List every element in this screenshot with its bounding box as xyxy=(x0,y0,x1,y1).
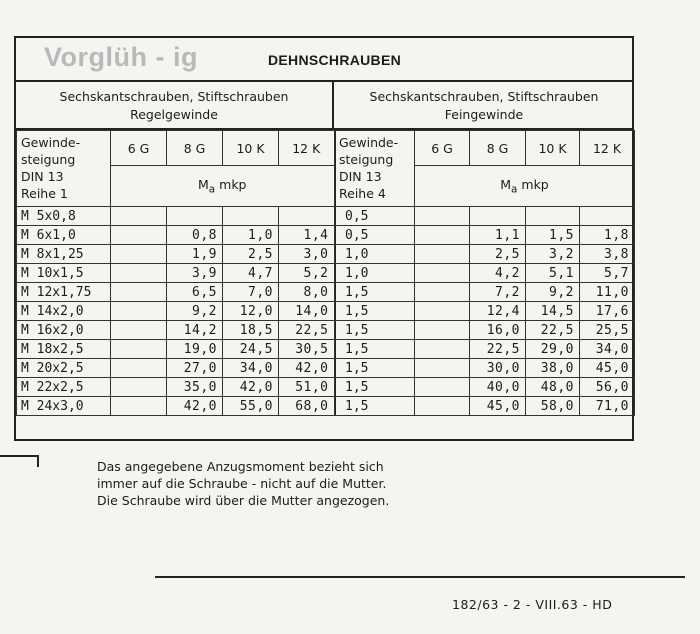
torque-cell xyxy=(415,245,470,264)
section-header-feingewinde xyxy=(334,82,634,130)
table-row xyxy=(335,245,635,264)
torque-cell: 3,8 xyxy=(580,245,635,264)
fine-pitch-cell: 1,5 xyxy=(335,321,415,340)
page-title: DEHNSCHRAUBEN xyxy=(268,52,402,68)
grade-header-12k: 12 K xyxy=(580,131,635,166)
torque-cell: 1,4 xyxy=(279,226,335,245)
torque-cell: 5,2 xyxy=(279,264,335,283)
torque-cell: 1,1 xyxy=(470,226,526,245)
torque-cell: 1,5 xyxy=(526,226,580,245)
table-row xyxy=(335,302,635,321)
table-row xyxy=(335,264,635,283)
grade-header-12k: 12 K xyxy=(279,131,335,166)
watermark-logo: Vorglüh - ig xyxy=(44,42,198,72)
torque-cell xyxy=(580,207,635,226)
thread-size-cell: M 5x0,8 xyxy=(17,207,111,226)
torque-cell: 0,8 xyxy=(167,226,223,245)
header-label: DIN 13 xyxy=(21,169,64,184)
note-line: immer auf die Schraube - nicht auf die Mutter. xyxy=(97,476,387,491)
table-row xyxy=(17,302,335,321)
fine-pitch-cell: 1,0 xyxy=(335,264,415,283)
fine-pitch-cell: 1,5 xyxy=(335,359,415,378)
torque-cell: 3,2 xyxy=(526,245,580,264)
header-label: Gewinde- xyxy=(339,135,399,150)
note-line: Die Schraube wird über die Mutter angezogen. xyxy=(97,493,390,508)
table-row xyxy=(17,283,335,302)
torque-cell xyxy=(415,226,470,245)
torque-cell xyxy=(167,207,223,226)
header-label: Reihe 4 xyxy=(339,186,386,201)
torque-cell xyxy=(415,302,470,321)
torque-cell: 5,7 xyxy=(580,264,635,283)
thread-size-cell: M 16x2,0 xyxy=(17,321,111,340)
table-row xyxy=(335,340,635,359)
table-row xyxy=(17,207,335,226)
gewinde-header xyxy=(335,131,415,207)
torque-cell: 17,6 xyxy=(580,302,635,321)
thread-size-cell: M 22x2,5 xyxy=(17,378,111,397)
torque-cell: 12,4 xyxy=(470,302,526,321)
torque-cell xyxy=(111,340,167,359)
torque-cell xyxy=(223,207,279,226)
torque-cell: 14,0 xyxy=(279,302,335,321)
grade-header-10k: 10 K xyxy=(526,131,580,166)
grade-header-6g: 6 G xyxy=(111,131,167,166)
torque-cell: 71,0 xyxy=(580,397,635,416)
torque-cell: 9,2 xyxy=(526,283,580,302)
note-line: Das angegebene Anzugsmoment bezieht sich xyxy=(97,459,384,474)
torque-cell: 22,5 xyxy=(470,340,526,359)
thread-size-cell: M 12x1,75 xyxy=(17,283,111,302)
torque-cell: 1,9 xyxy=(167,245,223,264)
torque-cell: 45,0 xyxy=(470,397,526,416)
torque-cell xyxy=(415,340,470,359)
torque-cell: 45,0 xyxy=(580,359,635,378)
footer-divider xyxy=(155,576,685,578)
torque-table-frame xyxy=(14,36,634,441)
section-header-subline: Feingewinde xyxy=(444,107,524,122)
torque-cell: 30,0 xyxy=(470,359,526,378)
torque-cell xyxy=(111,397,167,416)
title-banner xyxy=(16,38,632,82)
torque-cell: 8,0 xyxy=(279,283,335,302)
section-header-line: Sechskantschrauben, Stiftschrauben xyxy=(369,89,599,104)
grade-header-8g: 8 G xyxy=(167,131,223,166)
torque-cell xyxy=(415,207,470,226)
torque-cell xyxy=(111,302,167,321)
table-row xyxy=(17,359,335,378)
torque-cell: 4,2 xyxy=(470,264,526,283)
torque-cell: 14,2 xyxy=(167,321,223,340)
torque-cell xyxy=(111,378,167,397)
torque-cell: 2,5 xyxy=(223,245,279,264)
thread-size-cell: M 20x2,5 xyxy=(17,359,111,378)
section-header-line: Sechskantschrauben, Stiftschrauben xyxy=(59,89,289,104)
fine-pitch-cell: 1,5 xyxy=(335,378,415,397)
torque-cell: 3,0 xyxy=(279,245,335,264)
torque-cell: 55,0 xyxy=(223,397,279,416)
torque-cell: 1,8 xyxy=(580,226,635,245)
fine-pitch-cell: 0,5 xyxy=(335,207,415,226)
thread-size-cell: M 18x2,5 xyxy=(17,340,111,359)
torque-cell xyxy=(470,207,526,226)
grade-header-8g: 8 G xyxy=(470,131,526,166)
header-label: steigung xyxy=(339,152,394,167)
fine-pitch-cell: 1,0 xyxy=(335,245,415,264)
torque-cell: 9,2 xyxy=(167,302,223,321)
torque-cell: 7,0 xyxy=(223,283,279,302)
torque-cell: 68,0 xyxy=(279,397,335,416)
torque-cell: 11,0 xyxy=(580,283,635,302)
torque-cell: 24,5 xyxy=(223,340,279,359)
torque-cell xyxy=(111,321,167,340)
torque-cell: 18,5 xyxy=(223,321,279,340)
torque-cell xyxy=(415,359,470,378)
table-row xyxy=(17,245,335,264)
header-row xyxy=(335,131,635,166)
torque-cell: 22,5 xyxy=(526,321,580,340)
torque-cell: 22,5 xyxy=(279,321,335,340)
torque-cell xyxy=(111,264,167,283)
document-reference: 182/63 - 2 - VIII.63 - HD xyxy=(452,597,613,612)
torque-cell: 56,0 xyxy=(580,378,635,397)
torque-cell: 48,0 xyxy=(526,378,580,397)
torque-cell xyxy=(415,397,470,416)
header-label: Reihe 1 xyxy=(21,186,68,201)
torque-cell: 27,0 xyxy=(167,359,223,378)
table-regelgewinde xyxy=(16,130,336,416)
torque-cell xyxy=(111,207,167,226)
header-label: Gewinde- xyxy=(21,135,81,150)
torque-cell: 7,2 xyxy=(470,283,526,302)
torque-cell: 29,0 xyxy=(526,340,580,359)
torque-cell: 12,0 xyxy=(223,302,279,321)
thread-size-cell: M 24x3,0 xyxy=(17,397,111,416)
torque-cell: 34,0 xyxy=(580,340,635,359)
header-label: steigung xyxy=(21,152,76,167)
fine-pitch-cell: 1,5 xyxy=(335,283,415,302)
fine-pitch-cell: 1,5 xyxy=(335,397,415,416)
fine-pitch-cell: 1,5 xyxy=(335,302,415,321)
torque-cell: 42,0 xyxy=(279,359,335,378)
table-row xyxy=(335,283,635,302)
torque-cell: 40,0 xyxy=(470,378,526,397)
torque-cell: 35,0 xyxy=(167,378,223,397)
table-row xyxy=(335,207,635,226)
torque-cell xyxy=(111,245,167,264)
torque-cell xyxy=(415,283,470,302)
torque-cell: 38,0 xyxy=(526,359,580,378)
torque-cell: 25,5 xyxy=(580,321,635,340)
torque-cell: 34,0 xyxy=(223,359,279,378)
unit-label: $M_a$ mkp xyxy=(111,166,335,207)
fine-pitch-cell: 1,5 xyxy=(335,340,415,359)
table-row xyxy=(17,397,335,416)
grade-header-6g: 6 G xyxy=(415,131,470,166)
torque-cell: 14,5 xyxy=(526,302,580,321)
table-row xyxy=(17,378,335,397)
torque-cell: 19,0 xyxy=(167,340,223,359)
table-row xyxy=(335,226,635,245)
header-row xyxy=(17,131,335,166)
torque-cell xyxy=(111,359,167,378)
torque-cell xyxy=(111,226,167,245)
section-header-subline: Regelgewinde xyxy=(130,107,218,122)
thread-size-cell: M 6x1,0 xyxy=(17,226,111,245)
torque-cell: 51,0 xyxy=(279,378,335,397)
torque-cell xyxy=(415,264,470,283)
table-row xyxy=(17,264,335,283)
table-row xyxy=(335,359,635,378)
torque-cell xyxy=(279,207,335,226)
torque-cell: 30,5 xyxy=(279,340,335,359)
table-row xyxy=(17,226,335,245)
margin-bracket xyxy=(0,455,39,467)
torque-cell xyxy=(526,207,580,226)
torque-cell: 6,5 xyxy=(167,283,223,302)
header-label: DIN 13 xyxy=(339,169,382,184)
torque-cell xyxy=(415,378,470,397)
unit-label: $M_a$ mkp xyxy=(415,166,635,207)
table-row xyxy=(17,321,335,340)
section-header-regelgewinde xyxy=(16,82,334,130)
fine-pitch-cell: 0,5 xyxy=(335,226,415,245)
thread-size-cell: M 14x2,0 xyxy=(17,302,111,321)
table-row xyxy=(335,321,635,340)
table-row xyxy=(17,340,335,359)
gewinde-header xyxy=(17,131,111,207)
torque-cell: 42,0 xyxy=(223,378,279,397)
torque-cell: 1,0 xyxy=(223,226,279,245)
table-feingewinde xyxy=(334,130,635,416)
table-row xyxy=(335,397,635,416)
torque-cell: 2,5 xyxy=(470,245,526,264)
thread-size-cell: M 10x1,5 xyxy=(17,264,111,283)
torque-cell: 5,1 xyxy=(526,264,580,283)
torque-cell: 4,7 xyxy=(223,264,279,283)
torque-cell: 16,0 xyxy=(470,321,526,340)
torque-cell xyxy=(415,321,470,340)
table-row xyxy=(335,378,635,397)
torque-note xyxy=(97,458,389,509)
torque-cell: 58,0 xyxy=(526,397,580,416)
torque-cell xyxy=(111,283,167,302)
torque-cell: 42,0 xyxy=(167,397,223,416)
thread-size-cell: M 8x1,25 xyxy=(17,245,111,264)
grade-header-10k: 10 K xyxy=(223,131,279,166)
torque-cell: 3,9 xyxy=(167,264,223,283)
